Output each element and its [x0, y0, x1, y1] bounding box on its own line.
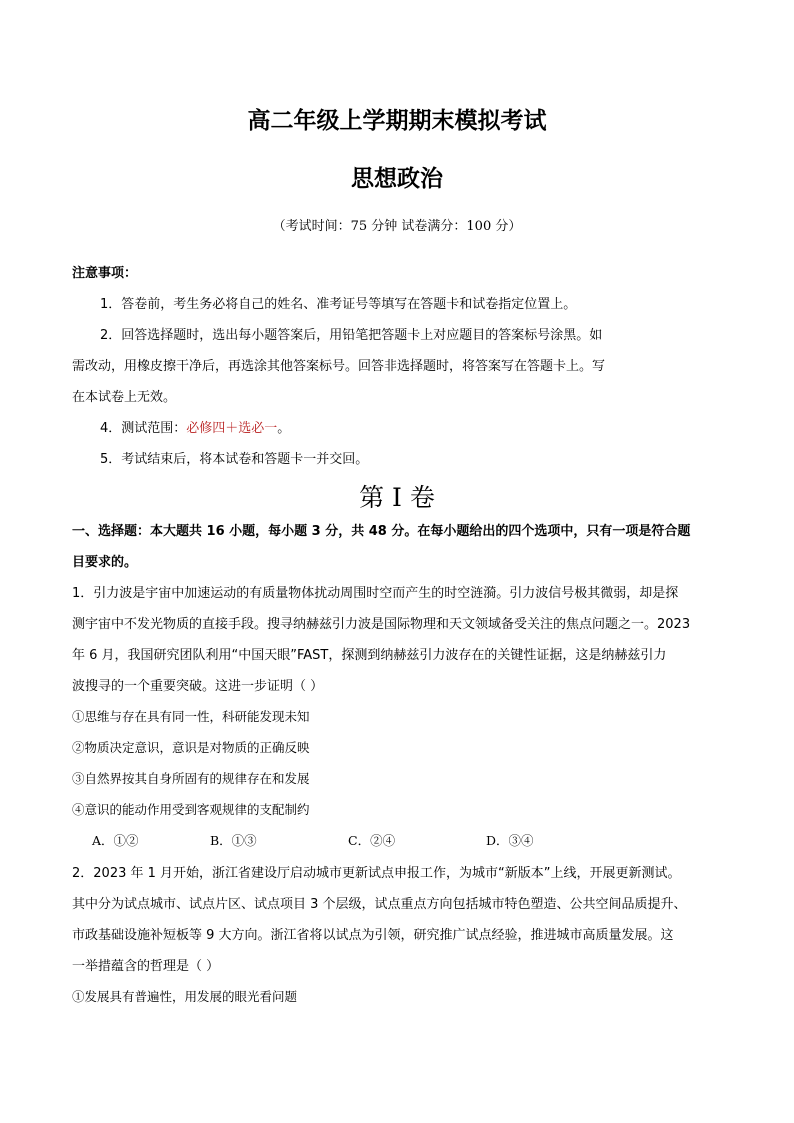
- q1-line-4: 波搜寻的一个重要突破。这进一步证明（ ）: [72, 679, 324, 694]
- exam-title: 高二年级上学期期末模拟考试: [247, 108, 547, 134]
- q1-option-a: A．①②: [92, 833, 139, 848]
- q1-line-3: 年 6 月，我国研究团队利用“中国天眼”FAST，探测到纳赫兹引力波存在的关键性证据，这是纳赫兹引力: [72, 648, 667, 663]
- notice-item-2-line-3: 在本试卷上无效。: [72, 390, 177, 405]
- q2-line-4: 一举措蕴含的哲理是（ ）: [72, 959, 220, 974]
- notice-item-4-suffix: 。: [277, 421, 291, 436]
- q1-line-2: 测宇宙中不发光物质的直接手段。搜寻纳赫兹引力波是国际物理和天文领域备受关注的焦点问题之一。2023: [72, 617, 691, 632]
- exam-info: （考试时间：75 分钟 试卷满分：100 分）: [272, 219, 522, 234]
- part-heading-line-2: 目要求的。: [72, 555, 138, 570]
- q1-option-c: C．②④: [348, 833, 396, 848]
- notice-item-5: 5．考试结束后，将本试卷和答题卡一并交回。: [100, 452, 369, 467]
- q2-statement-1: ①发展具有普遍性，用发展的眼光看问题: [72, 989, 298, 1004]
- q2-line-3: 市政基础设施补短板等 9 大方向。浙江省将以试点为引领，研究推广试点经验，推进城市高质量发展。这: [72, 928, 674, 943]
- notice-item-4-prefix: 4．测试范围：: [100, 421, 187, 436]
- q1-option-b: B．①③: [210, 833, 257, 848]
- q2-line-2: 其中分为试点城市、试点片区、试点项目 3 个层级，试点重点方向包括城市特色塑造、公共空间品质提升、: [72, 897, 687, 912]
- q1-statement-2: ②物质决定意识，意识是对物质的正确反映: [72, 740, 310, 755]
- q1-statement-3: ③自然界按其自身所固有的规律存在和发展: [72, 771, 310, 786]
- q2-line-1: 2．2023 年 1 月开始，浙江省建设厅启动城市更新试点申报工作，为城市“新版本”上线，开展更新测试。: [72, 866, 681, 881]
- notice-item-4: [100, 417, 290, 436]
- section-title: 第 I 卷: [359, 483, 435, 512]
- q1-statement-4: ④意识的能动作用受到客观规律的支配制约: [72, 802, 310, 817]
- q1-statement-1: ①思维与存在具有同一性，科研能发现未知: [72, 709, 310, 724]
- q1-line-1: 1．引力波是宇宙中加速运动的有质量物体扰动周围时空而产生的时空涟漪。引力波信号极其微弱，却是探: [72, 586, 679, 601]
- q1-option-d: D．③④: [486, 833, 534, 848]
- subject-title: 思想政治: [351, 166, 443, 192]
- notice-item-2-line-1: 2．回答选择题时，选出每小题答案后，用铅笔把答题卡上对应题目的答案标号涂黑。如: [100, 328, 603, 343]
- notice-item-2-line-2: 需改动，用橡皮擦干净后，再选涂其他答案标号。回答非选择题时，将答案写在答题卡上。写: [72, 359, 606, 374]
- part-heading-line-1: 一、选择题：本大题共 16 小题，每小题 3 分，共 48 分。在每小题给出的四个选项中，只有一项是符合题: [72, 524, 691, 539]
- notice-item-1: 1．答卷前，考生务必将自己的姓名、准考证号等填写在答题卡和试卷指定位置上。: [100, 297, 577, 312]
- test-scope: 必修四＋选必一: [186, 421, 278, 436]
- notice-heading: 注意事项：: [72, 266, 138, 281]
